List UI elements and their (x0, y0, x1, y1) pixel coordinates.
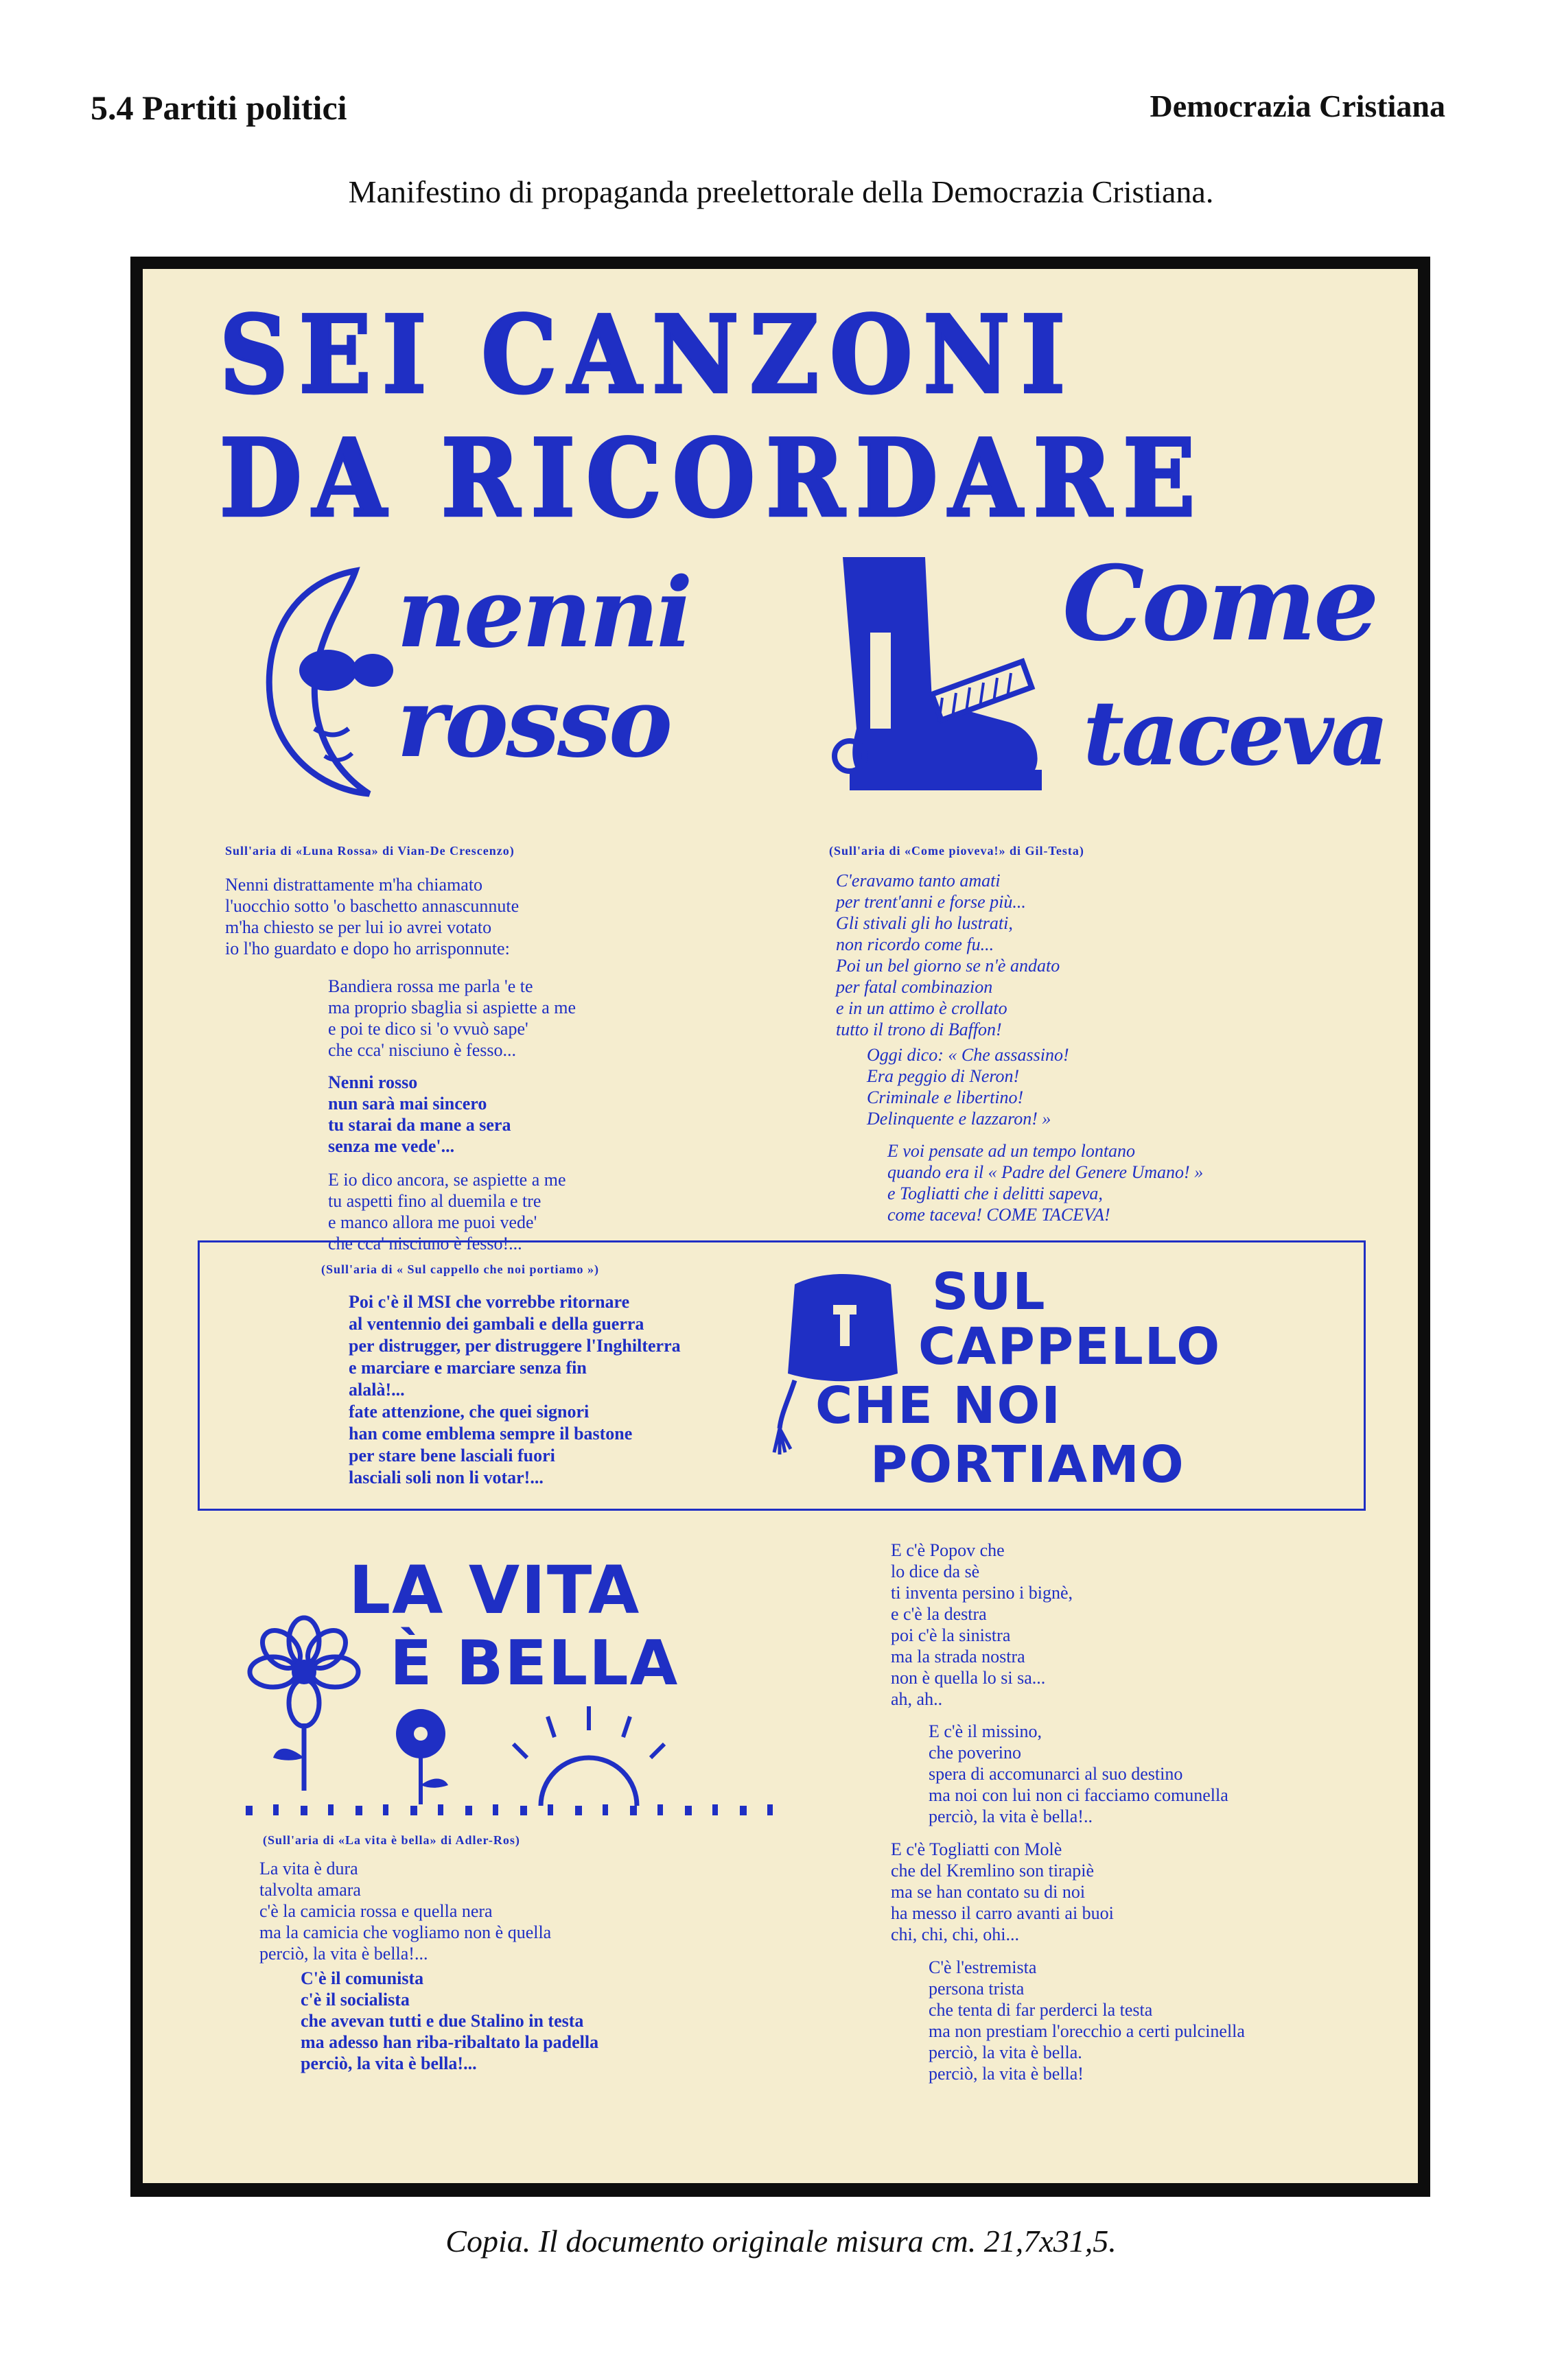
song-stanza: E io dico ancora, se aspiette a me tu aspetti fino al duemila e tre e manco allora me puoi vede' che cca' nisciuno è fesso!... (328, 1170, 566, 1253)
rising-sun-icon (500, 1703, 678, 1813)
song-stanza: Poi c'è il MSI che vorrebbe ritornare al ventennio dei gambali e della guerra per distrugger, per distruggere l'Inghilterra e marciare e marciare senza fin alalà!... fate attenzione, che quei signori han come emblema sempre il bastone per stare bene lasciali fuori lasciali soli non li votar!... (349, 1292, 681, 1487)
poster (143, 269, 1418, 2183)
song-stanza: C'è il comunista c'è il socialista che avevan tutti e due Stalino in testa ma adesso han riba-ribaltato la padella perciò, la vita è bella!... (301, 1968, 599, 2073)
song-air: (Sull'aria di «Come pioveva!» di Gil-Testa) (829, 844, 1084, 858)
song-stanza: La vita è dura talvolta amara c'è la camicia rossa e quella nera ma la camicia che vogliamo non è quella perciò, la vita è bella!... (259, 1859, 552, 1964)
song-stanza: E c'è Popov che lo dice da sè ti inventa persino i bignè, e c'è la destra poi c'è la sinistra ma la strada nostra non è quella lo si sa... ah, ah.. (891, 1540, 1073, 1709)
flower-icon (246, 1614, 362, 1792)
song-title-la-vita: LA VITA (349, 1552, 641, 1629)
song-stanza: E voi pensate ad un tempo lontano quando era il « Padre del Genere Umano! » e Togliatti che i delitti sapeva, come taceva! COME TACEVA! (887, 1141, 1204, 1225)
song-title-taceva: taceva (1083, 681, 1386, 786)
section-heading: 5.4 Partiti politici (91, 89, 347, 127)
song-air: (Sull'aria di «La vita è bella» di Adler-Ros) (263, 1833, 520, 1847)
song-title-rosso: rosso (397, 667, 671, 779)
moon-face-icon (253, 557, 390, 818)
poster-title-line2: DA RICORDARE (220, 415, 1207, 541)
document-caption: Manifestino di propaganda preelettorale della Democrazia Cristiana. (348, 174, 1214, 209)
song-title-come: Come (1062, 543, 1377, 664)
song-title-e-bella: È BELLA (390, 1627, 679, 1699)
song-title-portiamo: PORTIAMO (870, 1435, 1185, 1494)
ground-line (246, 1799, 795, 1819)
song-stanza: Bandiera rossa me parla 'e te ma proprio sbaglia si aspiette a me e poi te dico si 'o vvuò sape' che cca' nisciuno è fesso... (328, 976, 576, 1060)
song-stanza: Nenni rosso nun sarà mai sincero tu starai da mane a sera senza me vede'... (328, 1072, 511, 1156)
party-heading: Democrazia Cristiana (1150, 89, 1445, 123)
song-stanza: C'è l'estremista persona trista che tenta di far perderci la testa ma non prestiam l'orecchio a certi pulcinella perciò, la vita è bella. perciò, la vita è bella! (929, 1957, 1245, 2084)
poster-title-line1: SEI CANZONI (220, 292, 1077, 417)
copy-note: Copia. Il documento originale misura cm. 21,7x31,5. (445, 2224, 1117, 2259)
song-air: Sull'aria di «Luna Rossa» di Vian-De Crescenzo) (225, 844, 515, 858)
song-title-che-noi: CHE NOI (815, 1376, 1062, 1435)
boot-with-brush-icon (829, 550, 1056, 804)
song-stanza: C'eravamo tanto amati per trent'anni e forse più... Gli stivali gli ho lustrati, non ricordo come fu... Poi un bel giorno se n'è andato per fatal combinazion e in un attimo è crollato tutto il trono di Baffon! (836, 871, 1060, 1039)
song-title-sul: SUL (932, 1262, 1047, 1321)
small-flower-icon (383, 1703, 458, 1806)
song-title-nenni: nenni (397, 557, 690, 670)
song-title-cappello: CAPPELLO (918, 1317, 1222, 1376)
song-stanza: Nenni distrattamente m'ha chiamato l'uocchio sotto 'o baschetto annascunnute m'ha chiesto se per lui io avrei votato io l'ho guardato e dopo ho arrisponnute: (225, 875, 520, 958)
song-air: (Sull'aria di « Sul cappello che noi portiamo ») (321, 1262, 600, 1276)
song-stanza: E c'è il missino, che poverino spera di accomunarci al suo destino ma noi con lui non ci facciamo comunella perciò, la vita è bella!.. (929, 1721, 1228, 1826)
song-stanza: E c'è Togliatti con Molè che del Kremlino son tirapiè ma se han contato su di noi ha messo il carro avanti ai buoi chi, chi, chi, ohi... (891, 1839, 1114, 1944)
song-stanza: Oggi dico: « Che assassino! Era peggio di Neron! Criminale e libertino! Delinquente e lazzaron! » (867, 1045, 1069, 1129)
